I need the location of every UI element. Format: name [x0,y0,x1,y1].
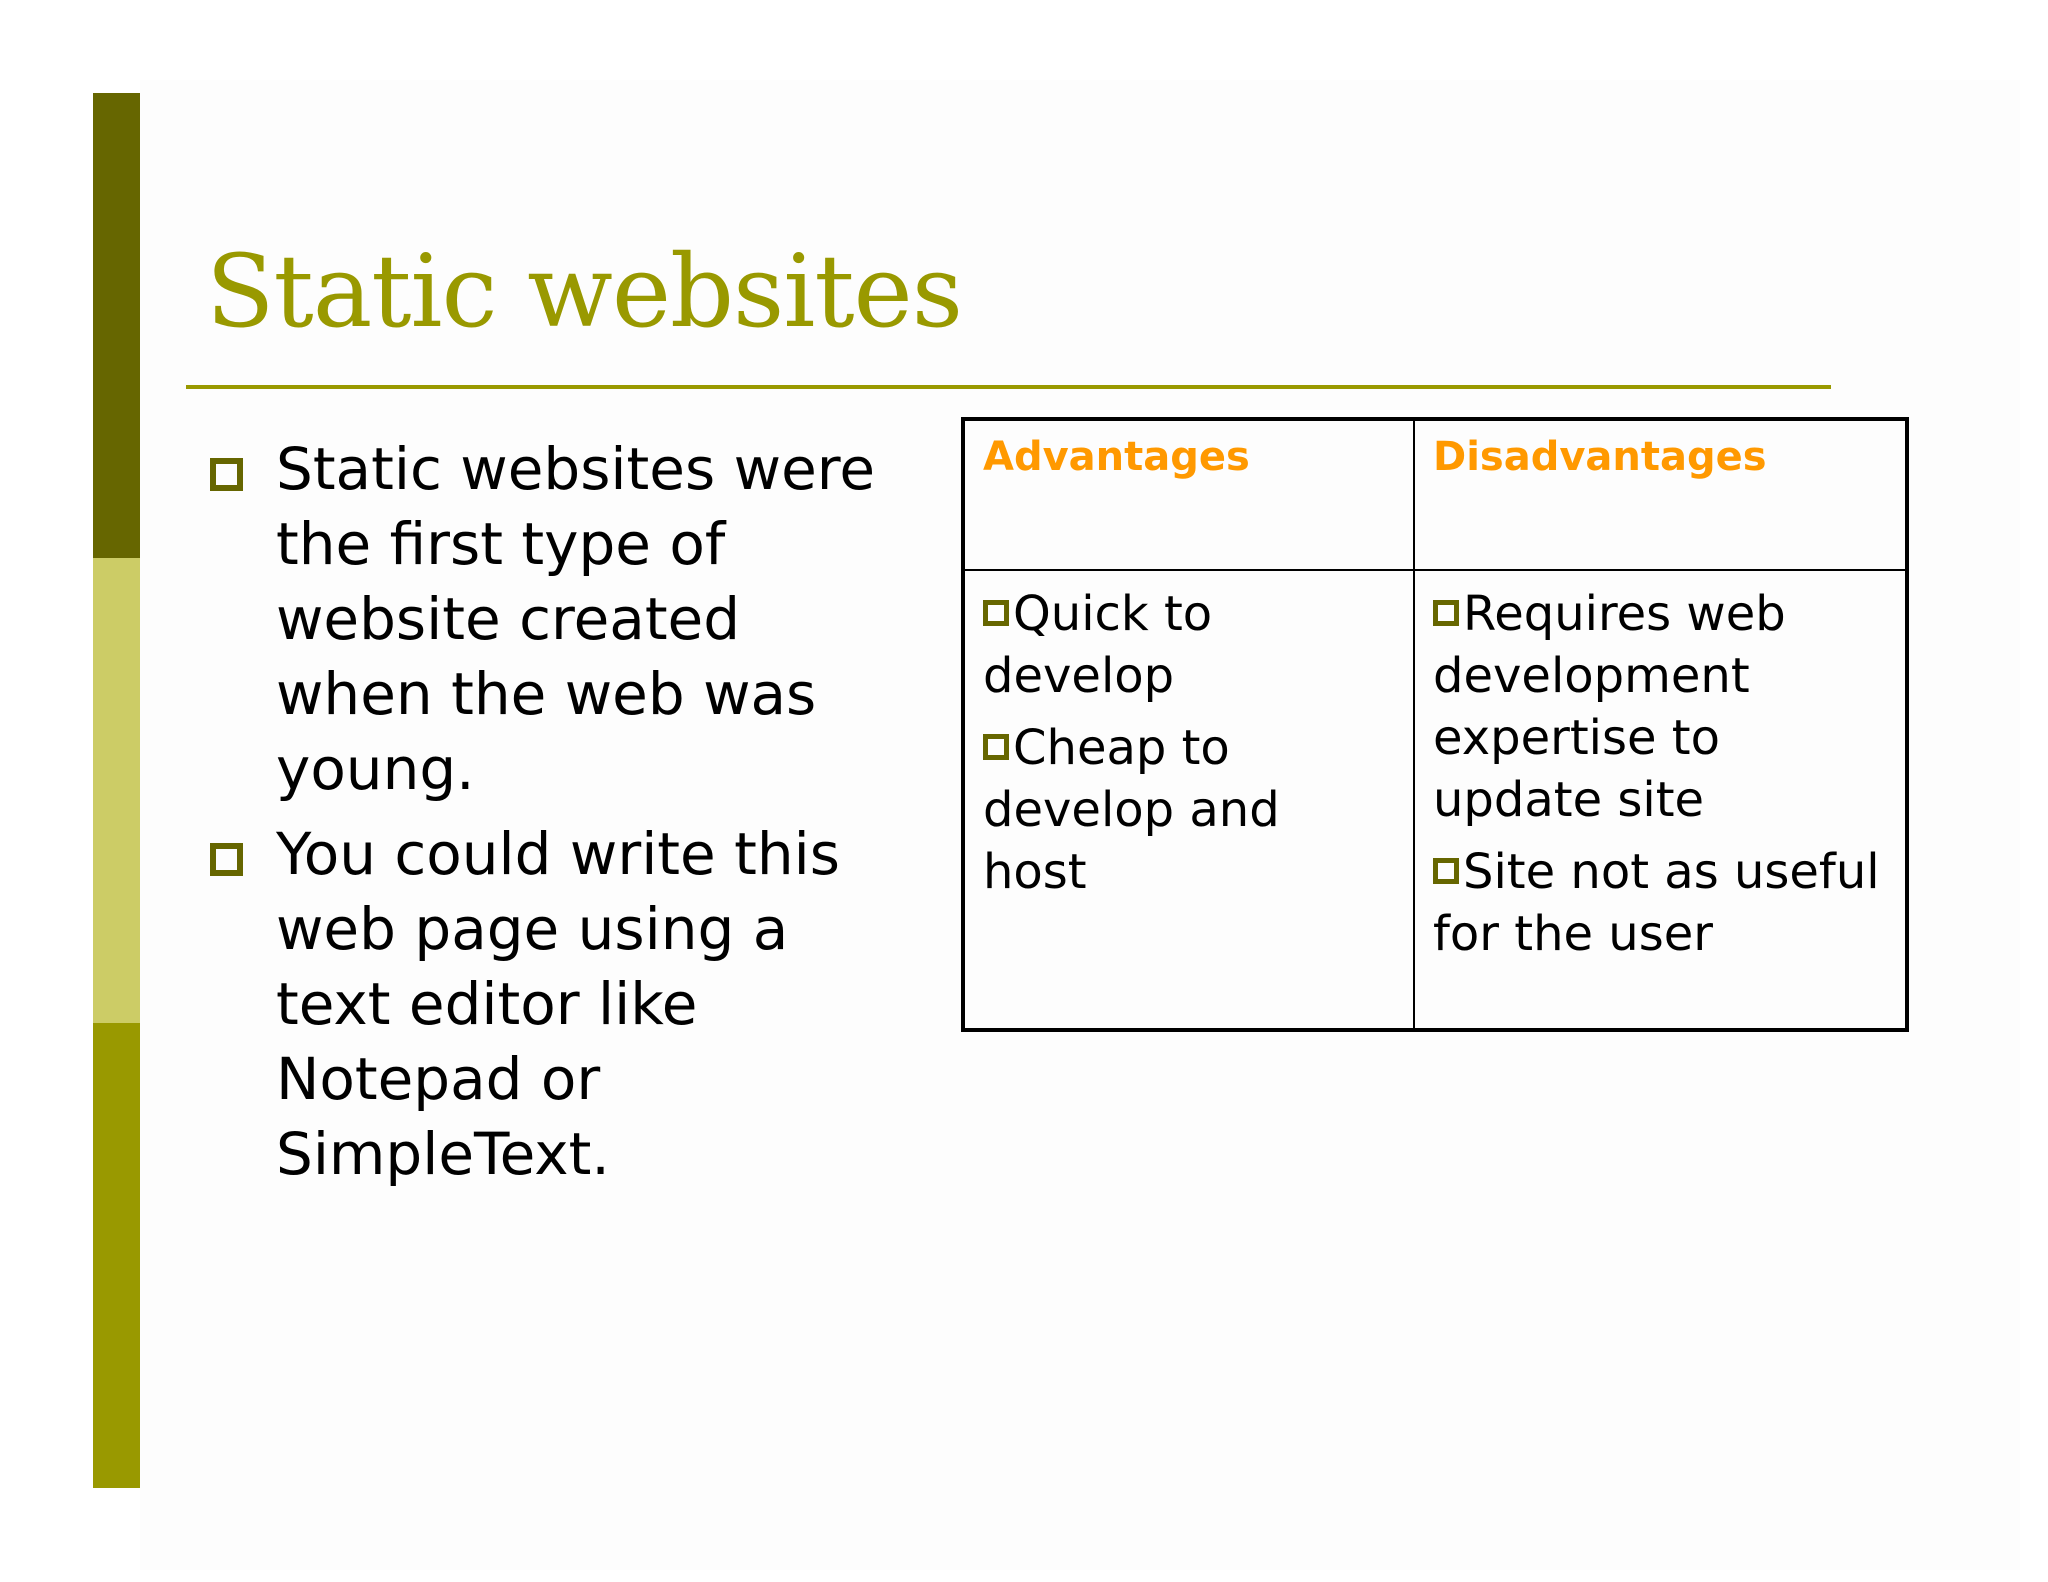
list-item [983,717,1395,903]
advantages-list [983,583,1395,903]
bullet-text: Static websites were the first type of website created when the web was young. [276,435,876,803]
side-bar-middle-segment [93,558,140,1023]
bullet-text: You could write this web page using a text editor like Notepad or SimpleText. [276,820,840,1188]
comparison-table [961,417,1909,1032]
table-header-row [963,419,1907,570]
bullet-item [206,817,886,1192]
disadvantage-text: Requires web development expertise to update site [1433,586,1786,828]
square-bullet-icon [983,734,1009,760]
bullet-item [206,432,886,807]
square-bullet-icon [210,843,243,876]
list-item [983,583,1395,707]
slide-title: Static websites [206,233,963,350]
bullet-list [206,432,886,1202]
advantage-text: Cheap to develop and host [983,720,1280,900]
disadvantage-text: Site not as useful for the user [1433,844,1880,962]
table-row [963,570,1907,1030]
square-bullet-icon [983,600,1009,626]
side-bar-top-segment [93,93,140,558]
side-bar-bottom-segment [93,1023,140,1488]
disadvantages-list [1433,583,1887,965]
disadvantages-header: Disadvantages [1414,419,1907,570]
advantage-text: Quick to develop [983,586,1213,704]
advantages-header: Advantages [963,419,1414,570]
disadvantages-cell [1414,570,1907,1030]
square-bullet-icon [210,458,243,491]
list-item [1433,583,1887,831]
advantages-cell [963,570,1414,1030]
square-bullet-icon [1433,858,1459,884]
list-item [1433,841,1887,965]
square-bullet-icon [1433,600,1459,626]
title-divider [186,385,1831,389]
